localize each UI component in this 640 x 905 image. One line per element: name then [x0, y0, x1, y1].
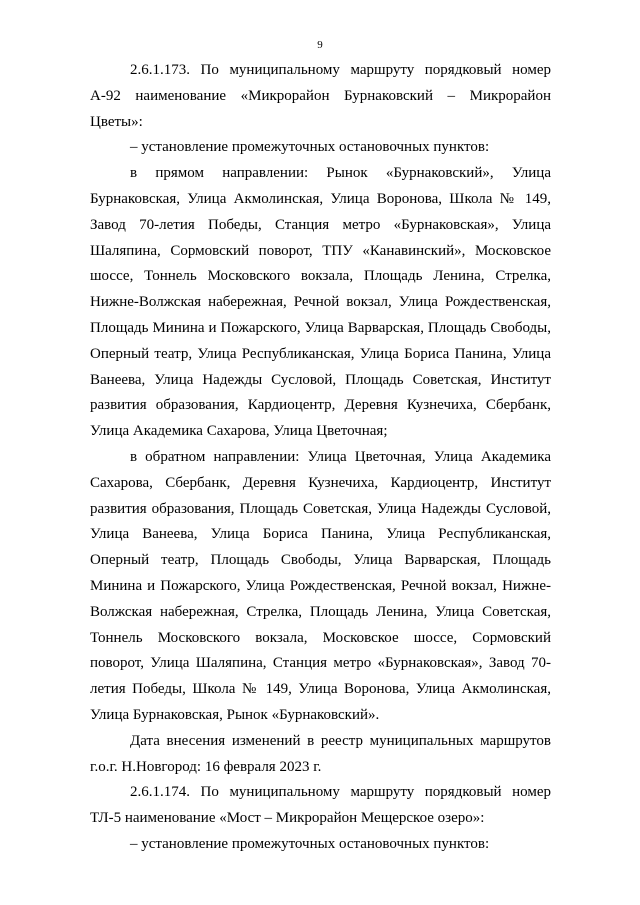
route-a92-heading: 2.6.1.173. По муниципальному маршруту порядковый номер А-92 наименование «Микрорайон Бурнаковский – Микрорайон Цветы»:	[90, 62, 551, 130]
registry-change-date: Дата внесения изменений в реестр муниципальных маршрутов г.о.г. Н.Новгород: 16 февраля 2023 г.	[90, 732, 551, 775]
route-a92-stops-intro: – установление промежуточных остановочных пунктов:	[130, 139, 490, 156]
route-a92-reverse-direction: в обратном направлении: Улица Цветочная, Улица Академика Сахарова, Сбербанк, Деревня Кузнечиха, Кардиоцентр, Институт развития образования, Площадь Советская, Улица Надежды Сусловой, Улица Ванеева, Улица Бориса Панина, Улица Республиканская, Оперный театр, Площадь Свободы, Улица Варварская, Площадь Минина и Пожарского, Улица Рождественская, Речной вокзал, Нижне-Волжская набережная, Стрелка, Площадь Ленина, Улица Советская, Тоннель Московского вокзала, Московское шоссе, Сормовский поворот, Улица Шаляпина, Станция метро «Бурнаковская», Завод 70-летия Победы, Школа № 149, Улица Воронова, Улица Акмолинская, Улица Бурнаковская, Рынок «Бурнаковский».	[90, 448, 551, 723]
route-tl5-stops-intro: – установление промежуточных остановочных пунктов:	[130, 835, 490, 852]
document-body	[90, 58, 551, 858]
route-tl5-heading: 2.6.1.174. По муниципальному маршруту порядковый номер ТЛ-5 наименование «Мост – Микрорайон Мещерское озеро»:	[90, 784, 551, 827]
page-number: 9	[317, 39, 323, 51]
route-a92-forward-direction: в прямом направлении: Рынок «Бурнаковский», Улица Бурнаковская, Улица Акмолинская, Улица Воронова, Школа № 149, Завод 70-летия Победы, Станция метро «Бурнаковская», Улица Шаляпина, Сормовский поворот, ТПУ «Канавинский», Московское шоссе, Тоннель Московского вокзала, Площадь Ленина, Стрелка, Нижне-Волжская набережная, Речной вокзал, Улица Рождественская, Площадь Минина и Пожарского, Улица Варварская, Площадь Свободы, Оперный театр, Улица Республиканская, Улица Бориса Панина, Улица Ванеева, Улица Надежды Сусловой, Площадь Советская, Институт развития образования, Кардиоцентр, Деревня Кузнечиха, Сбербанк, Улица Академика Сахарова, Улица Цветочная;	[90, 165, 551, 440]
